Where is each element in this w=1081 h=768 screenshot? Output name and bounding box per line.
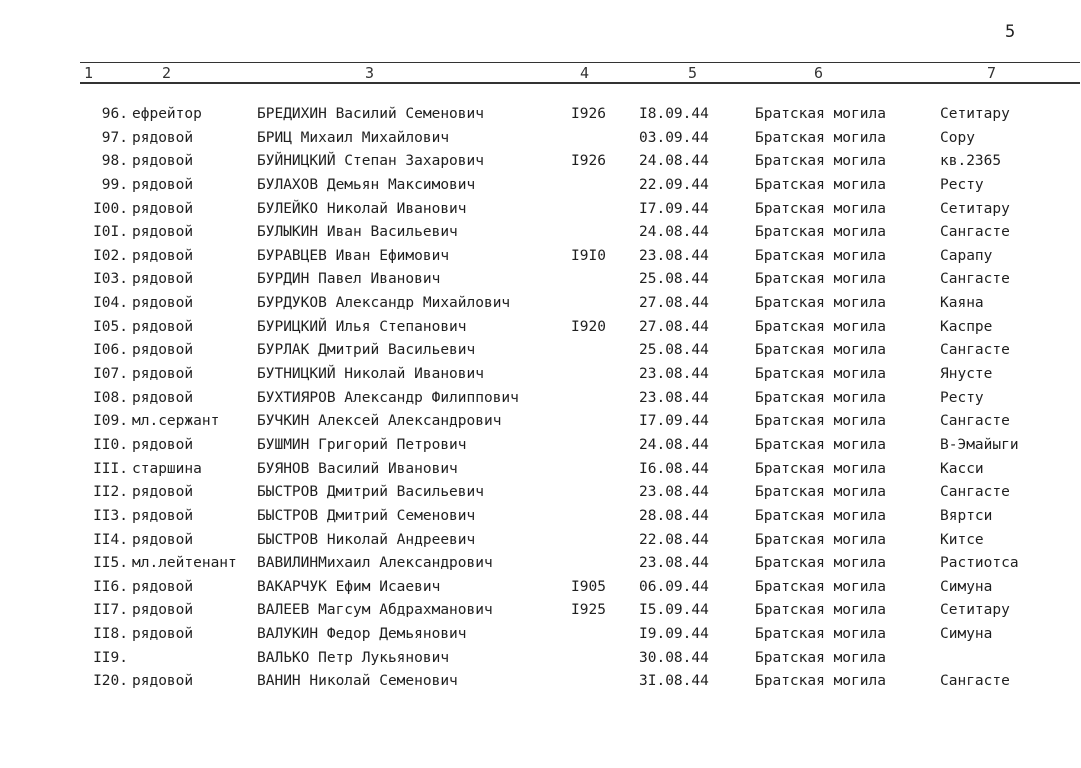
rank: рядовой: [132, 531, 194, 548]
death-date: 23.08.44: [639, 389, 709, 406]
burial-type: Братская могила: [755, 413, 886, 430]
burial-place: кв.2365: [940, 153, 1002, 170]
burial-type: Братская могила: [755, 460, 886, 477]
table-row: [0, 103, 1081, 127]
burial-place: Симуна: [940, 626, 993, 643]
rank: рядовой: [132, 200, 194, 217]
full-name: БУРИЦКИЙ Илья Степанович: [257, 318, 467, 335]
burial-place: Китсе: [940, 531, 984, 548]
row-number: II8.: [93, 626, 128, 643]
burial-type: Братская могила: [755, 295, 886, 312]
row-number: 96.: [101, 106, 128, 122]
burial-place: Сетитару: [940, 602, 1010, 619]
death-date: 25.08.44: [639, 271, 709, 288]
rank: рядовой: [132, 295, 194, 312]
row-number: I02.: [93, 247, 128, 264]
full-name: БУЙНИЦКИЙ Степан Захарович: [257, 153, 484, 170]
death-date: 28.08.44: [639, 507, 709, 524]
birth-year: I925: [571, 602, 606, 619]
rank: рядовой: [132, 318, 194, 335]
full-name: ВАЛЕЕВ Магсум Абдрахманович: [257, 602, 493, 619]
full-name: БУШМИН Григорий Петрович: [257, 436, 467, 453]
rank: рядовой: [132, 176, 194, 193]
death-date: 23.08.44: [639, 247, 709, 264]
death-date: 03.09.44: [639, 129, 709, 146]
death-date: 24.08.44: [639, 436, 709, 453]
column-number-4: 4: [580, 64, 590, 82]
burial-type: Братская могила: [755, 271, 886, 288]
rank: рядовой: [132, 436, 194, 453]
rank: рядовой: [132, 247, 194, 264]
burial-place: Вяртси: [940, 507, 993, 524]
full-name: ВАКАРЧУК Ефим Исаевич: [257, 578, 441, 595]
row-number: II0.: [93, 436, 128, 453]
birth-year: I9I0: [571, 247, 606, 264]
burial-place: Сетитару: [940, 106, 1010, 122]
burial-place: Сангасте: [940, 342, 1010, 359]
table-row: [0, 481, 1081, 505]
rank: рядовой: [132, 153, 194, 170]
row-number: I04.: [93, 295, 128, 312]
rank: рядовой: [132, 578, 194, 595]
row-number: II9.: [93, 649, 128, 666]
full-name: БУЛАХОВ Демьян Максимович: [257, 176, 476, 193]
birth-year: I926: [571, 153, 606, 170]
rank: рядовой: [132, 271, 194, 288]
table-row: [0, 221, 1081, 245]
death-date: 3I.08.44: [639, 673, 709, 690]
table-row: [0, 434, 1081, 458]
death-date: I6.08.44: [639, 460, 709, 477]
column-number-3: 3: [365, 64, 375, 82]
row-number: I00.: [93, 200, 128, 217]
death-date: 06.09.44: [639, 578, 709, 595]
row-number: I03.: [93, 271, 128, 288]
rank: ефрейтор: [132, 106, 202, 122]
death-date: I7.09.44: [639, 413, 709, 430]
row-number: II7.: [93, 602, 128, 619]
burial-type: Братская могила: [755, 602, 886, 619]
page-number: 5: [1005, 22, 1016, 42]
death-date: 24.08.44: [639, 153, 709, 170]
full-name: БУЛЫКИН Иван Васильевич: [257, 224, 458, 241]
death-date: 25.08.44: [639, 342, 709, 359]
table-row: [0, 670, 1081, 694]
full-name: БУРДИН Павел Иванович: [257, 271, 441, 288]
rank: рядовой: [132, 602, 194, 619]
burial-place: Сангасте: [940, 224, 1010, 241]
burial-place: Сангасте: [940, 673, 1010, 690]
table-row: [0, 552, 1081, 576]
burial-type: Братская могила: [755, 531, 886, 548]
burial-type: Братская могила: [755, 318, 886, 335]
full-name: БУРАВЦЕВ Иван Ефимович: [257, 247, 450, 264]
death-date: I5.09.44: [639, 602, 709, 619]
table-row: [0, 647, 1081, 671]
table-row: [0, 150, 1081, 174]
row-number: I08.: [93, 389, 128, 406]
burial-type: Братская могила: [755, 129, 886, 146]
rank: рядовой: [132, 484, 194, 501]
full-name: ВАВИЛИНМихаил Александрович: [257, 555, 493, 572]
burial-place: Ресту: [940, 389, 984, 406]
death-date: 23.08.44: [639, 484, 709, 501]
header-rule-bottom: [80, 82, 1080, 84]
row-number: I06.: [93, 342, 128, 359]
burial-type: Братская могила: [755, 176, 886, 193]
burial-type: Братская могила: [755, 673, 886, 690]
row-number: I09.: [93, 413, 128, 430]
row-number: I20.: [93, 673, 128, 690]
burial-type: Братская могила: [755, 555, 886, 572]
full-name: ВАНИН Николай Семенович: [257, 673, 458, 690]
table-row: [0, 339, 1081, 363]
burial-type: Братская могила: [755, 200, 886, 217]
column-number-6: 6: [814, 64, 824, 82]
birth-year: I905: [571, 578, 606, 595]
full-name: ВАЛУКИН Федор Демьянович: [257, 626, 467, 643]
row-number: I07.: [93, 366, 128, 383]
burial-place: Сору: [940, 129, 975, 146]
rank: рядовой: [132, 366, 194, 383]
full-name: БЫСТРОВ Дмитрий Семенович: [257, 507, 476, 524]
death-date: 22.08.44: [639, 531, 709, 548]
table-row: [0, 576, 1081, 600]
burial-type: Братская могила: [755, 106, 886, 122]
death-date: 27.08.44: [639, 318, 709, 335]
full-name: БУЧКИН Алексей Александрович: [257, 413, 502, 430]
burial-type: Братская могила: [755, 366, 886, 383]
table-row: [0, 529, 1081, 553]
death-date: 30.08.44: [639, 649, 709, 666]
full-name: БЫСТРОВ Дмитрий Васильевич: [257, 484, 484, 501]
full-name: БРЕДИХИН Василий Семенович: [257, 106, 484, 122]
burial-place: Симуна: [940, 578, 993, 595]
birth-year: I926: [571, 106, 606, 122]
row-number: 99.: [101, 176, 128, 193]
rank: рядовой: [132, 389, 194, 406]
row-number: 98.: [101, 153, 128, 170]
full-name: ВАЛЬКО Петр Лукьянович: [257, 649, 450, 666]
rank: рядовой: [132, 129, 194, 146]
table-row: [0, 387, 1081, 411]
burial-place: Ресту: [940, 176, 984, 193]
full-name: БУРЛАК Дмитрий Васильевич: [257, 342, 476, 359]
row-number: I05.: [93, 318, 128, 335]
burial-place: В-Эмайыги: [940, 436, 1019, 453]
table-row: [0, 363, 1081, 387]
death-date: 24.08.44: [639, 224, 709, 241]
row-number: II2.: [93, 484, 128, 501]
burial-type: Братская могила: [755, 389, 886, 406]
burial-place: Каяна: [940, 295, 984, 312]
table-row: [0, 599, 1081, 623]
table-row: [0, 245, 1081, 269]
death-date: 27.08.44: [639, 295, 709, 312]
row-number: 97.: [101, 129, 128, 146]
burial-place: Янусте: [940, 366, 993, 383]
row-number: III.: [93, 460, 128, 477]
table-row: [0, 174, 1081, 198]
row-number: II3.: [93, 507, 128, 524]
burial-place: Сангасте: [940, 413, 1010, 430]
header-rule-top: [80, 62, 1080, 63]
rank: рядовой: [132, 626, 194, 643]
burial-place: Растиотса: [940, 555, 1019, 572]
column-number-2: 2: [162, 64, 172, 82]
row-number: II5.: [93, 555, 128, 572]
burial-place: Сетитару: [940, 200, 1010, 217]
full-name: БУХТИЯРОВ Александр Филиппович: [257, 389, 519, 406]
burial-place: Каспре: [940, 318, 993, 335]
rank: рядовой: [132, 224, 194, 241]
burial-place: Сангасте: [940, 484, 1010, 501]
burial-type: Братская могила: [755, 626, 886, 643]
death-date: 22.09.44: [639, 176, 709, 193]
full-name: БУТНИЦКИЙ Николай Иванович: [257, 366, 484, 383]
burial-type: Братская могила: [755, 436, 886, 453]
death-date: 23.08.44: [639, 366, 709, 383]
death-date: I9.09.44: [639, 626, 709, 643]
table-row: [0, 198, 1081, 222]
burial-type: Братская могила: [755, 649, 886, 666]
full-name: БРИЦ Михаил Михайлович: [257, 129, 450, 146]
full-name: БУЛЕЙКО Николай Иванович: [257, 200, 467, 217]
row-number: I0I.: [93, 224, 128, 241]
row-number: II6.: [93, 578, 128, 595]
row-number: II4.: [93, 531, 128, 548]
table-row: [0, 268, 1081, 292]
rank: мл.сержант: [132, 413, 220, 430]
table-row: [0, 458, 1081, 482]
burial-type: Братская могила: [755, 507, 886, 524]
burial-type: Братская могила: [755, 153, 886, 170]
table-row: [0, 292, 1081, 316]
death-date: I8.09.44: [639, 106, 709, 122]
burial-list: [0, 103, 1081, 694]
death-date: 23.08.44: [639, 555, 709, 572]
table-row: [0, 410, 1081, 434]
burial-place: Сарапу: [940, 247, 993, 264]
rank: мл.лейтенант: [132, 555, 237, 572]
column-number-7: 7: [987, 64, 997, 82]
rank: рядовой: [132, 673, 194, 690]
full-name: БУРДУКОВ Александр Михайлович: [257, 295, 511, 312]
full-name: БУЯНОВ Василий Иванович: [257, 460, 458, 477]
burial-place: Сангасте: [940, 271, 1010, 288]
burial-type: Братская могила: [755, 247, 886, 264]
table-row: [0, 505, 1081, 529]
burial-type: Братская могила: [755, 342, 886, 359]
column-number-5: 5: [688, 64, 698, 82]
burial-type: Братская могила: [755, 578, 886, 595]
table-row: [0, 623, 1081, 647]
rank: рядовой: [132, 507, 194, 524]
burial-type: Братская могила: [755, 484, 886, 501]
death-date: I7.09.44: [639, 200, 709, 217]
rank: старшина: [132, 460, 202, 477]
table-row: [0, 316, 1081, 340]
burial-type: Братская могила: [755, 224, 886, 241]
birth-year: I920: [571, 318, 606, 335]
burial-place: Касси: [940, 460, 984, 477]
rank: рядовой: [132, 342, 194, 359]
column-number-1: 1: [84, 64, 94, 82]
table-row: [0, 127, 1081, 151]
full-name: БЫСТРОВ Николай Андреевич: [257, 531, 476, 548]
